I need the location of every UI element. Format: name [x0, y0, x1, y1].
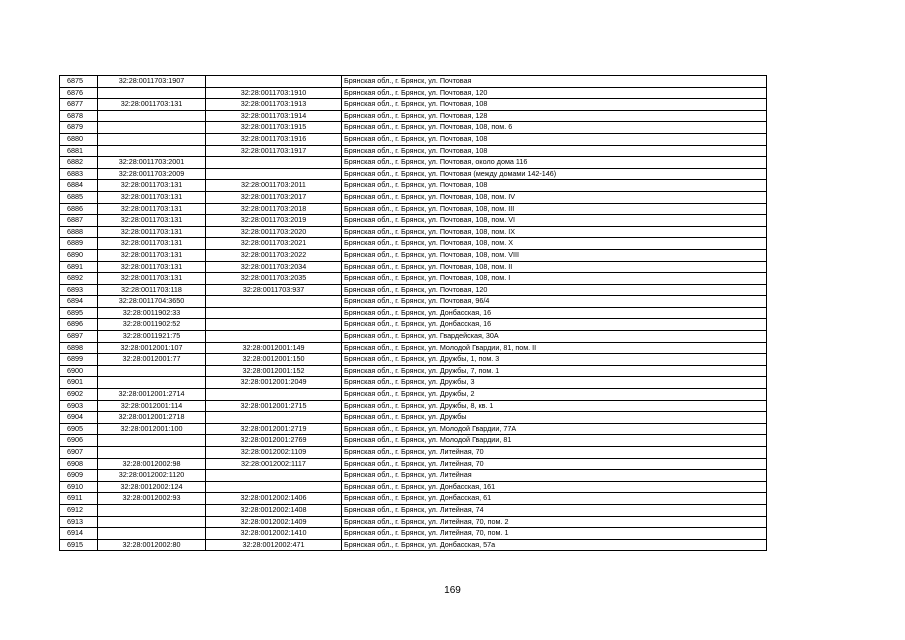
row-number-cell: 6877 — [60, 99, 98, 111]
address-cell: Брянская обл., г. Брянск, ул. Молодой Гвардии, 81 — [342, 435, 767, 447]
cadastral-number-cell: 32:28:0012001:77 — [98, 354, 206, 366]
table-row — [60, 528, 767, 540]
address-cell: Брянская обл., г. Брянск, ул. Почтовая, 108, пом. X — [342, 238, 767, 250]
row-number-cell: 6915 — [60, 539, 98, 551]
row-number-cell: 6898 — [60, 342, 98, 354]
cadastral-number-cell: 32:28:0011703:131 — [98, 203, 206, 215]
row-number-cell: 6879 — [60, 122, 98, 134]
row-number-cell: 6888 — [60, 226, 98, 238]
table-row — [60, 377, 767, 389]
table-row — [60, 493, 767, 505]
cadastral-number-cell — [98, 447, 206, 459]
table-row — [60, 458, 767, 470]
related-cadastral-number-cell: 32:28:0012001:149 — [206, 342, 342, 354]
address-cell: Брянская обл., г. Брянск, ул. Почтовая, 108, пом. I — [342, 273, 767, 285]
table-row — [60, 296, 767, 308]
table-row — [60, 157, 767, 169]
table-row — [60, 365, 767, 377]
table-row — [60, 122, 767, 134]
related-cadastral-number-cell: 32:28:0012002:1406 — [206, 493, 342, 505]
address-cell: Брянская обл., г. Брянск, ул. Дружбы, 3 — [342, 377, 767, 389]
row-number-cell: 6886 — [60, 203, 98, 215]
row-number-cell: 6883 — [60, 168, 98, 180]
row-number-cell: 6875 — [60, 76, 98, 88]
row-number-cell: 6889 — [60, 238, 98, 250]
row-number-cell: 6900 — [60, 365, 98, 377]
table-row — [60, 389, 767, 401]
table-row — [60, 504, 767, 516]
related-cadastral-number-cell: 32:28:0012001:2769 — [206, 435, 342, 447]
address-cell: Брянская обл., г. Брянск, ул. Дружбы, 7, пом. 1 — [342, 365, 767, 377]
table-row — [60, 99, 767, 111]
related-cadastral-number-cell: 32:28:0012001:150 — [206, 354, 342, 366]
address-cell: Брянская обл., г. Брянск, ул. Дружбы, 2 — [342, 389, 767, 401]
row-number-cell: 6876 — [60, 87, 98, 99]
related-cadastral-number-cell: 32:28:0011703:2017 — [206, 191, 342, 203]
related-cadastral-number-cell: 32:28:0012002:1109 — [206, 447, 342, 459]
table-row — [60, 435, 767, 447]
cadastral-number-cell: 32:28:0011703:118 — [98, 284, 206, 296]
related-cadastral-number-cell: 32:28:0012002:1117 — [206, 458, 342, 470]
address-cell: Брянская обл., г. Брянск, ул. Почтовая — [342, 76, 767, 88]
address-cell: Брянская обл., г. Брянск, ул. Почтовая, 108, пом. 6 — [342, 122, 767, 134]
table-row — [60, 133, 767, 145]
row-number-cell: 6881 — [60, 145, 98, 157]
related-cadastral-number-cell: 32:28:0012001:2049 — [206, 377, 342, 389]
row-number-cell: 6899 — [60, 354, 98, 366]
related-cadastral-number-cell — [206, 319, 342, 331]
row-number-cell: 6910 — [60, 481, 98, 493]
table-row — [60, 238, 767, 250]
related-cadastral-number-cell: 32:28:0012002:1410 — [206, 528, 342, 540]
table-row — [60, 145, 767, 157]
table-row — [60, 342, 767, 354]
cadastral-number-cell: 32:28:0011703:131 — [98, 238, 206, 250]
table-row — [60, 180, 767, 192]
related-cadastral-number-cell — [206, 389, 342, 401]
related-cadastral-number-cell: 32:28:0011703:2018 — [206, 203, 342, 215]
cadastral-number-cell: 32:28:0011703:1907 — [98, 76, 206, 88]
table-row — [60, 319, 767, 331]
cadastral-number-cell — [98, 133, 206, 145]
related-cadastral-number-cell: 32:28:0012002:1408 — [206, 504, 342, 516]
row-number-cell: 6896 — [60, 319, 98, 331]
related-cadastral-number-cell — [206, 331, 342, 343]
row-number-cell: 6904 — [60, 412, 98, 424]
related-cadastral-number-cell — [206, 157, 342, 169]
row-number-cell: 6890 — [60, 249, 98, 261]
table-row — [60, 76, 767, 88]
row-number-cell: 6907 — [60, 447, 98, 459]
row-number-cell: 6882 — [60, 157, 98, 169]
cadastral-number-cell — [98, 110, 206, 122]
row-number-cell: 6906 — [60, 435, 98, 447]
cadastral-number-cell: 32:28:0012002:93 — [98, 493, 206, 505]
cadastral-number-cell: 32:28:0012001:107 — [98, 342, 206, 354]
address-cell: Брянская обл., г. Брянск, ул. Донбасская, 16 — [342, 307, 767, 319]
table-row — [60, 273, 767, 285]
related-cadastral-number-cell: 32:28:0012001:152 — [206, 365, 342, 377]
cadastral-number-cell: 32:28:0011704:3650 — [98, 296, 206, 308]
row-number-cell: 6914 — [60, 528, 98, 540]
cadastral-number-cell: 32:28:0011703:131 — [98, 99, 206, 111]
row-number-cell: 6903 — [60, 400, 98, 412]
address-cell: Брянская обл., г. Брянск, ул. Почтовая, 96/4 — [342, 296, 767, 308]
address-cell: Брянская обл., г. Брянск, ул. Почтовая, 120 — [342, 284, 767, 296]
related-cadastral-number-cell — [206, 76, 342, 88]
related-cadastral-number-cell: 32:28:0011703:937 — [206, 284, 342, 296]
row-number-cell: 6878 — [60, 110, 98, 122]
address-cell: Брянская обл., г. Брянск, ул. Почтовая, 108, пом. IX — [342, 226, 767, 238]
table-row — [60, 168, 767, 180]
related-cadastral-number-cell: 32:28:0012001:2719 — [206, 423, 342, 435]
address-cell: Брянская обл., г. Брянск, ул. Литейная, 70, пом. 2 — [342, 516, 767, 528]
table-row — [60, 539, 767, 551]
cadastral-number-cell: 32:28:0012001:100 — [98, 423, 206, 435]
address-cell: Брянская обл., г. Брянск, ул. Дружбы, 1, пом. 3 — [342, 354, 767, 366]
cadastral-number-cell: 32:28:0012001:114 — [98, 400, 206, 412]
row-number-cell: 6901 — [60, 377, 98, 389]
row-number-cell: 6894 — [60, 296, 98, 308]
address-cell: Брянская обл., г. Брянск, ул. Почтовая, 108, пом. II — [342, 261, 767, 273]
address-cell: Брянская обл., г. Брянск, ул. Почтовая, около дома 116 — [342, 157, 767, 169]
registry-table — [59, 75, 767, 551]
table-row — [60, 284, 767, 296]
address-cell: Брянская обл., г. Брянск, ул. Почтовая, 108, пом. III — [342, 203, 767, 215]
address-cell: Брянская обл., г. Брянск, ул. Литейная, 70 — [342, 447, 767, 459]
cadastral-number-cell — [98, 145, 206, 157]
address-cell: Брянская обл., г. Брянск, ул. Донбасская, 61 — [342, 493, 767, 505]
table-row — [60, 261, 767, 273]
cadastral-number-cell: 32:28:0011703:2001 — [98, 157, 206, 169]
table-row — [60, 516, 767, 528]
row-number-cell: 6895 — [60, 307, 98, 319]
table-row — [60, 400, 767, 412]
table-row — [60, 191, 767, 203]
related-cadastral-number-cell: 32:28:0011703:2035 — [206, 273, 342, 285]
cadastral-number-cell — [98, 377, 206, 389]
address-cell: Брянская обл., г. Брянск, ул. Почтовая, 108, пом. IV — [342, 191, 767, 203]
related-cadastral-number-cell: 32:28:0011703:1914 — [206, 110, 342, 122]
address-cell: Брянская обл., г. Брянск, ул. Почтовая, 108 — [342, 180, 767, 192]
related-cadastral-number-cell: 32:28:0011703:1910 — [206, 87, 342, 99]
table-row — [60, 226, 767, 238]
table-row — [60, 481, 767, 493]
cadastral-number-cell: 32:28:0011902:33 — [98, 307, 206, 319]
cadastral-number-cell: 32:28:0011703:131 — [98, 261, 206, 273]
cadastral-number-cell — [98, 435, 206, 447]
table-row — [60, 215, 767, 227]
cadastral-number-cell: 32:28:0011902:52 — [98, 319, 206, 331]
address-cell: Брянская обл., г. Брянск, ул. Почтовая, 108, пом. VI — [342, 215, 767, 227]
row-number-cell: 6913 — [60, 516, 98, 528]
related-cadastral-number-cell — [206, 168, 342, 180]
cadastral-number-cell: 32:28:0012002:1120 — [98, 470, 206, 482]
related-cadastral-number-cell: 32:28:0011703:2011 — [206, 180, 342, 192]
table-row — [60, 87, 767, 99]
registry-table-body — [60, 76, 767, 551]
row-number-cell: 6885 — [60, 191, 98, 203]
row-number-cell: 6902 — [60, 389, 98, 401]
cadastral-number-cell — [98, 528, 206, 540]
table-row — [60, 203, 767, 215]
related-cadastral-number-cell: 32:28:0011703:2034 — [206, 261, 342, 273]
row-number-cell: 6893 — [60, 284, 98, 296]
row-number-cell: 6880 — [60, 133, 98, 145]
address-cell: Брянская обл., г. Брянск, ул. Почтовая, 108 — [342, 145, 767, 157]
related-cadastral-number-cell: 32:28:0012001:2715 — [206, 400, 342, 412]
cadastral-number-cell — [98, 504, 206, 516]
related-cadastral-number-cell: 32:28:0011703:2020 — [206, 226, 342, 238]
table-row — [60, 354, 767, 366]
address-cell: Брянская обл., г. Брянск, ул. Дружбы, 8, кв. 1 — [342, 400, 767, 412]
cadastral-number-cell: 32:28:0012002:98 — [98, 458, 206, 470]
table-row — [60, 412, 767, 424]
cadastral-number-cell: 32:28:0012002:80 — [98, 539, 206, 551]
related-cadastral-number-cell — [206, 470, 342, 482]
cadastral-number-cell — [98, 87, 206, 99]
address-cell: Брянская обл., г. Брянск, ул. Почтовая, 108 — [342, 133, 767, 145]
related-cadastral-number-cell: 32:28:0011703:1915 — [206, 122, 342, 134]
cadastral-number-cell: 32:28:0012002:124 — [98, 481, 206, 493]
cadastral-number-cell — [98, 365, 206, 377]
address-cell: Брянская обл., г. Брянск, ул. Гвардейская, 30А — [342, 331, 767, 343]
address-cell: Брянская обл., г. Брянск, ул. Литейная — [342, 470, 767, 482]
related-cadastral-number-cell: 32:28:0011703:2022 — [206, 249, 342, 261]
table-row — [60, 110, 767, 122]
row-number-cell: 6912 — [60, 504, 98, 516]
row-number-cell: 6884 — [60, 180, 98, 192]
cadastral-number-cell — [98, 122, 206, 134]
address-cell: Брянская обл., г. Брянск, ул. Литейная, 70 — [342, 458, 767, 470]
cadastral-number-cell: 32:28:0012001:2714 — [98, 389, 206, 401]
related-cadastral-number-cell: 32:28:0011703:1913 — [206, 99, 342, 111]
table-row — [60, 423, 767, 435]
cadastral-number-cell: 32:28:0011703:2009 — [98, 168, 206, 180]
address-cell: Брянская обл., г. Брянск, ул. Почтовая, 108, пом. VIII — [342, 249, 767, 261]
row-number-cell: 6908 — [60, 458, 98, 470]
address-cell: Брянская обл., г. Брянск, ул. Молодой Гвардии, 81, пом. II — [342, 342, 767, 354]
cadastral-number-cell: 32:28:0011703:131 — [98, 180, 206, 192]
row-number-cell: 6887 — [60, 215, 98, 227]
cadastral-number-cell: 32:28:0011703:131 — [98, 226, 206, 238]
row-number-cell: 6892 — [60, 273, 98, 285]
address-cell: Брянская обл., г. Брянск, ул. Донбасская, 16 — [342, 319, 767, 331]
related-cadastral-number-cell — [206, 296, 342, 308]
related-cadastral-number-cell: 32:28:0011703:2019 — [206, 215, 342, 227]
related-cadastral-number-cell: 32:28:0012002:471 — [206, 539, 342, 551]
table-row — [60, 307, 767, 319]
related-cadastral-number-cell — [206, 412, 342, 424]
related-cadastral-number-cell: 32:28:0011703:1917 — [206, 145, 342, 157]
address-cell: Брянская обл., г. Брянск, ул. Литейная, 74 — [342, 504, 767, 516]
cadastral-number-cell: 32:28:0011703:131 — [98, 215, 206, 227]
row-number-cell: 6891 — [60, 261, 98, 273]
related-cadastral-number-cell: 32:28:0012002:1409 — [206, 516, 342, 528]
table-row — [60, 249, 767, 261]
address-cell: Брянская обл., г. Брянск, ул. Почтовая, 128 — [342, 110, 767, 122]
address-cell: Брянская обл., г. Брянск, ул. Почтовая (между домами 142-146) — [342, 168, 767, 180]
related-cadastral-number-cell — [206, 481, 342, 493]
cadastral-number-cell: 32:28:0011703:131 — [98, 273, 206, 285]
row-number-cell: 6897 — [60, 331, 98, 343]
address-cell: Брянская обл., г. Брянск, ул. Почтовая, 120 — [342, 87, 767, 99]
row-number-cell: 6909 — [60, 470, 98, 482]
address-cell: Брянская обл., г. Брянск, ул. Дружбы — [342, 412, 767, 424]
related-cadastral-number-cell — [206, 307, 342, 319]
address-cell: Брянская обл., г. Брянск, ул. Донбасская, 161 — [342, 481, 767, 493]
related-cadastral-number-cell: 32:28:0011703:2021 — [206, 238, 342, 250]
row-number-cell: 6911 — [60, 493, 98, 505]
row-number-cell: 6905 — [60, 423, 98, 435]
related-cadastral-number-cell: 32:28:0011703:1916 — [206, 133, 342, 145]
cadastral-number-cell: 32:28:0012001:2718 — [98, 412, 206, 424]
table-row — [60, 447, 767, 459]
address-cell: Брянская обл., г. Брянск, ул. Литейная, 70, пом. 1 — [342, 528, 767, 540]
cadastral-number-cell: 32:28:0011703:131 — [98, 191, 206, 203]
address-cell: Брянская обл., г. Брянск, ул. Почтовая, 108 — [342, 99, 767, 111]
address-cell: Брянская обл., г. Брянск, ул. Молодой Гвардии, 77А — [342, 423, 767, 435]
address-cell: Брянская обл., г. Брянск, ул. Донбасская, 57а — [342, 539, 767, 551]
page-number: 169 — [444, 585, 461, 596]
cadastral-number-cell: 32:28:0011703:131 — [98, 249, 206, 261]
cadastral-number-cell: 32:28:0011921:75 — [98, 331, 206, 343]
table-row — [60, 331, 767, 343]
cadastral-number-cell — [98, 516, 206, 528]
table-row — [60, 470, 767, 482]
